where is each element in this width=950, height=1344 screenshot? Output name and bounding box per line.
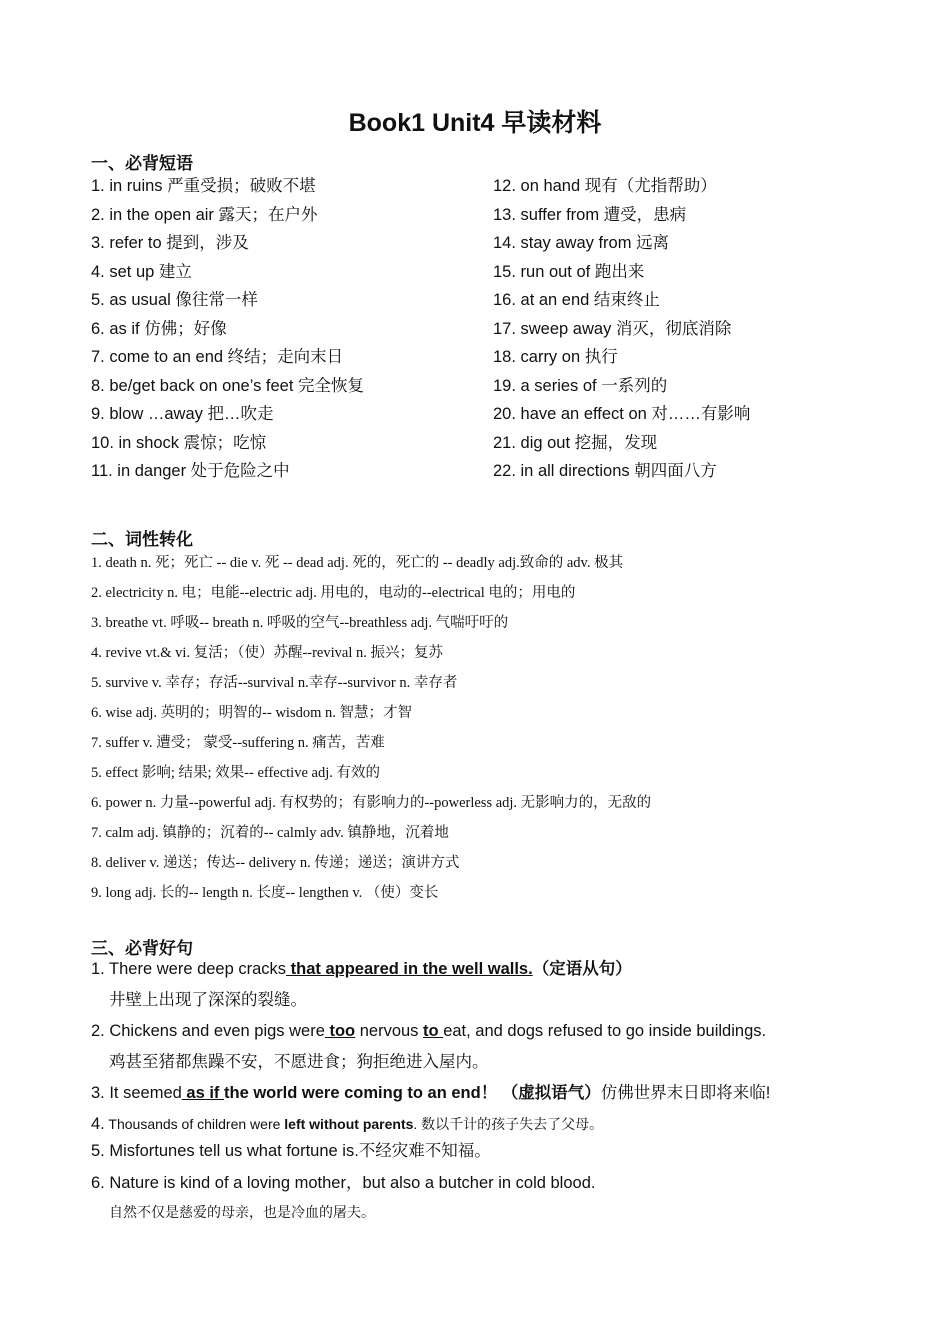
list-item: 10. in shock 震惊；吃惊 — [91, 433, 267, 452]
list-item: 6. as if 仿佛；好像 — [91, 319, 227, 338]
list-item: 21. dig out 挖掘，发现 — [493, 433, 658, 452]
list-item: 2. electricity n. 电；电能--electric adj. 用电的，电动的--electrical 电的；用电的 — [91, 585, 576, 601]
list-item: 20. have an effect on 对……有影响 — [493, 405, 751, 423]
list-item: 5. survive v. 幸存；存活--survival n.幸存--survivor n. 幸存者 — [91, 675, 458, 691]
sentence-1: 1. There were deep cracks that appeared in the well walls.（定语从句） — [91, 960, 632, 978]
list-item: 2. in the open air 露天；在户外 — [91, 205, 318, 224]
list-item: 19. a series of 一系列的 — [493, 376, 668, 395]
sentence-5: 5. Misfortunes tell us what fortune is.不经灾难不知福。 — [91, 1142, 491, 1160]
section-heading-phrases: 一、必背短语 — [91, 154, 193, 173]
list-item: 5. as usual 像往常一样 — [91, 291, 258, 309]
sentence-2-translation: 鸡甚至猪都焦躁不安，不愿进食；狗拒绝进入屋内。 — [109, 1053, 489, 1071]
list-item: 7. come to an end 终结；走向末日 — [91, 348, 344, 366]
list-item: 13. suffer from 遭受，患病 — [493, 205, 687, 224]
list-item: 11. in danger 处于危险之中 — [91, 462, 290, 480]
list-item: 15. run out of 跑出来 — [493, 262, 645, 281]
list-item: 5. effect 影响; 结果; 效果-- effective adj. 有效的 — [91, 765, 380, 781]
sentence-list — [91, 958, 770, 1225]
list-item: 6. wise adj. 英明的；明智的-- wisdom n. 智慧；才智 — [91, 705, 412, 721]
list-item: 9. blow …away 把…吹走 — [91, 405, 274, 423]
sentence-4: 4. Thousands of children were left without parents. 数以千计的孩子失去了父母。 — [91, 1115, 604, 1133]
list-item: 9. long adj. 长的-- length n. 长度-- lengthen v. （使）变长 — [91, 885, 439, 901]
list-item: 12. on hand 现有（尤指帮助） — [493, 177, 717, 195]
list-item: 6. power n. 力量--powerful adj. 有权势的；有影响力的--powerless adj. 无影响力的，无敌的 — [91, 795, 652, 811]
page-title: Book1 Unit4 早读材料 — [348, 109, 602, 137]
list-item: 1. in ruins 严重受损；破败不堪 — [91, 177, 316, 195]
list-item: 4. set up 建立 — [91, 262, 192, 281]
sentence-6-translation: 自然不仅是慈爱的母亲，也是冷血的屠夫。 — [109, 1206, 375, 1221]
list-item: 18. carry on 执行 — [493, 348, 618, 366]
sentence-1-translation: 井壁上出现了深深的裂缝。 — [109, 991, 307, 1009]
list-item: 3. breathe vt. 呼吸-- breath n. 呼吸的空气--breathless adj. 气喘吁吁的 — [91, 615, 509, 631]
word-form-list — [91, 548, 651, 908]
sentence-3: 3. It seemed as if the world were coming to an end！ （虚拟语气）仿佛世界末日即将来临! — [91, 1084, 771, 1102]
list-item: 7. calm adj. 镇静的；沉着的-- calmly adv. 镇静地，沉着地 — [91, 825, 449, 841]
sentence-2: 2. Chickens and even pigs were too nervous to eat, and dogs refused to go inside buildings. — [91, 1022, 767, 1040]
list-item: 22. in all directions 朝四面八方 — [493, 462, 717, 480]
list-item: 14. stay away from 远离 — [493, 234, 670, 252]
list-item: 8. be/get back on one’s feet 完全恢复 — [91, 376, 365, 395]
phrase-list-left — [91, 172, 364, 486]
phrase-list-right — [493, 172, 750, 486]
list-item: 7. suffer v. 遭受； 蒙受--suffering n. 痛苦，苦难 — [91, 735, 385, 751]
list-item: 1. death n. 死；死亡 -- die v. 死 -- dead adj. 死的，死亡的 -- deadly adj.致命的 adv. 极其 — [91, 555, 624, 571]
list-item: 16. at an end 结束终止 — [493, 291, 660, 309]
list-item: 3. refer to 提到，涉及 — [91, 234, 249, 252]
section-heading-word-forms: 二、词性转化 — [91, 530, 193, 549]
section-heading-sentences: 三、必背好句 — [91, 939, 193, 958]
list-item: 4. revive vt.& vi. 复活；（使）苏醒--revival n. 振兴；复苏 — [91, 645, 443, 661]
sentence-6: 6. Nature is kind of a loving mother，but also a butcher in cold blood. — [91, 1174, 596, 1192]
list-item: 8. deliver v. 递送；传达-- delivery n. 传递；递送；演讲方式 — [91, 855, 460, 871]
list-item: 17. sweep away 消灭，彻底消除 — [493, 319, 732, 338]
